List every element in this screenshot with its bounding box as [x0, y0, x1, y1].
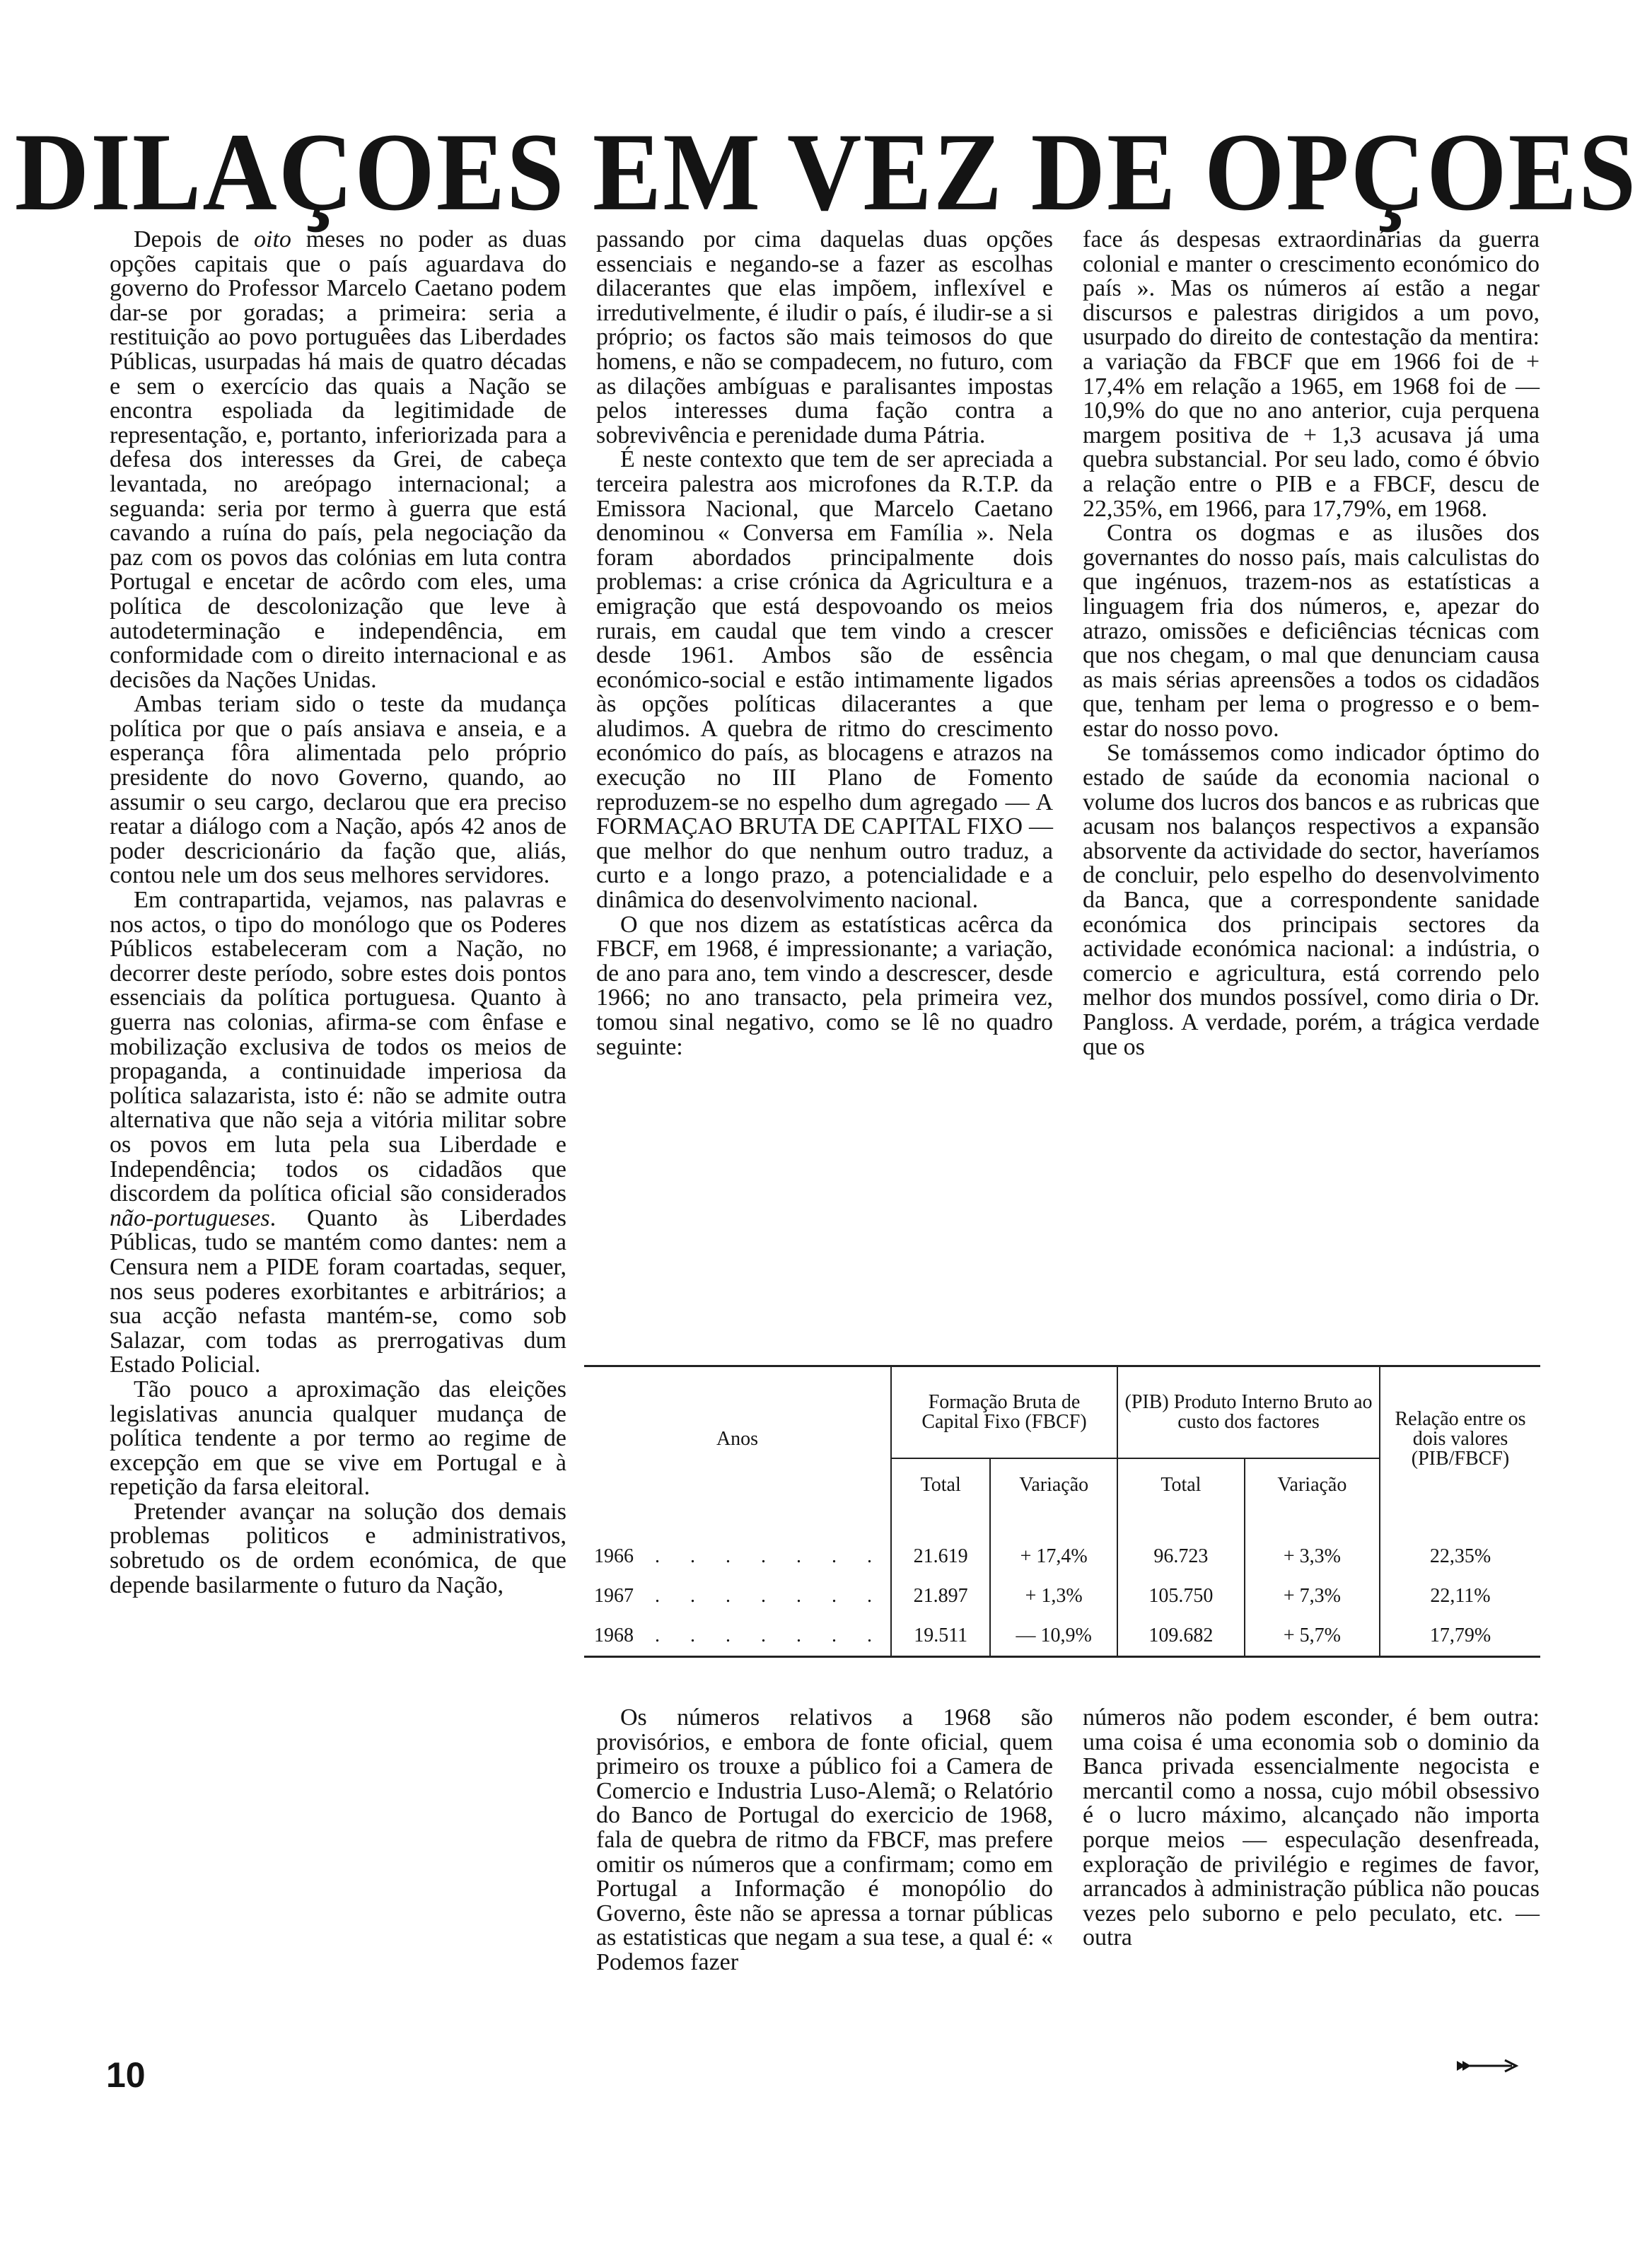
article-paragraph — [596, 913, 1053, 1060]
arrow-right-icon — [1455, 2057, 1519, 2075]
paragraph-text: Se tomássemos como indicador óptimo do estado de saúde da economia nacional o volume dos lucros dos bancos e as rubricas que acusam nos balanços respectivos a expansão absorvente da actividade do sector, haveríamos de concluir, pelo espelho do desenvolvimento da Banca, que a correspondente sanidade económica dos principais sectores da actividade económica nacional: a indústria, o comercio e agricultura, está correndo pelo melhor dos mundos possível, como diria o Dr. Pangloss. A verdade, porém, a trágica verdade que os — [1083, 740, 1540, 1060]
table-row — [584, 1616, 1540, 1657]
article-paragraph — [596, 448, 1053, 912]
article-paragraph — [110, 228, 566, 692]
paragraph-text: passando por cima daquelas duas opções essenciais e negando-se a fazer as escolhas dilacerantes que elas impõem, inflexível e irredutivelmente, é iludir o país, é iludir-se a si próprio; os factos são mais teimosos do que homens, e não se compadecem, no futuro, com as dilações ambíguas e paralisantes impostas pelos interesses duma fação contra a sobrevivência e perenidade duma Pátria. — [596, 226, 1053, 448]
article-paragraph — [1083, 521, 1540, 741]
cell-fbcf-variacao: + 17,4% — [990, 1511, 1117, 1576]
paragraph-text: Depois de — [134, 226, 254, 252]
paragraph-text: Os números relativos a 1968 são provisórios, e embora de fonte oficial, quem primeiro os trouxe a público foi a Camera de Comercio e Industria Luso-Alemã; o Relatório do Banco de Portugal do exercicio de 1968, fala de quebra de ritmo da FBCF, mas prefere omitir os números que a confirmam; como em Portugal a Informação é monopólio do Governo, êste não se apressa a tornar públicas as estatisticas que negam a sua tese, a qual é: « Podemos fazer — [596, 1704, 1053, 1975]
header-pib-total: Total — [1117, 1458, 1245, 1511]
paragraph-text: . Quanto às Liberdades Públicas, tudo se mantém como dantes: nem a Censura nem a PIDE foram coartadas, sequer, nos seus poderes exorbitantes e arbitrários; a sua acção nefasta mantém-se, como sob Salazar, com todas as prerrogativas dum Estado Policial. — [110, 1204, 566, 1378]
article-paragraph — [110, 888, 566, 1378]
paragraph-text: Contra os dogmas e as ilusões dos governantes do nosso país, mais calculistas do que ingénuos, trazem-nos as estatísticas a linguagem fria dos números, e, apezar do atrazo, omissões e deficiências técnicas com que nos chegam, o mal que denunciam causa as mais sérias apreensões a todos os cidadãos que, tenham per lema o progresso e o bem-estar do nosso povo. — [1083, 520, 1540, 742]
header-pib: (PIB) Produto Interno Bruto ao custo dos factores — [1117, 1366, 1380, 1459]
cell-ano: 1968 . . . . . . . — [584, 1616, 891, 1657]
table-row — [584, 1576, 1540, 1616]
header-anos: Anos — [584, 1366, 891, 1512]
cell-pib-variacao: + 7,3% — [1245, 1576, 1380, 1616]
article-paragraph — [596, 1706, 1053, 1975]
header-relacao: Relação entre os dois valores (PIB/FBCF) — [1380, 1366, 1540, 1512]
header-fbcf: Formação Bruta de Capital Fixo (FBCF) — [891, 1366, 1117, 1459]
article-paragraph — [110, 1378, 566, 1500]
cell-fbcf-variacao: — 10,9% — [990, 1616, 1117, 1657]
cell-ano: 1967 . . . . . . . — [594, 1585, 885, 1607]
cell-fbcf-total: 21.619 — [891, 1511, 990, 1576]
header-fbcf-total: Total — [891, 1458, 990, 1511]
article-paragraph — [1083, 228, 1540, 521]
cell-relacao: 22,11% — [1380, 1576, 1540, 1616]
paragraph-text: meses no poder as duas opções capitais que o país aguardava do governo do Professor Marcelo Caetano podem dar-se por goradas; a primeira: seria a restituição ao povo portuguêes das Liberdades Públicas, usurpadas há mais de quatro décadas e sem o exercício das quais a Nação se encontra espoliada da legitimidade de representação, e, portanto, inferiorizada para a defesa dos interesses da Grei, de cabeça levantada, no areópago internacional; a seguanda: seria por termo à guerra que está cavando a ruína do país, pela negociação da paz com os povos das colónias em luta contra Portugal e encetar de acôrdo com eles, uma política de descolonização que leve à autodeterminação e independência, em conformidade com o direito internacional e as decisões da Nações Unidas. — [110, 226, 566, 693]
paragraph-text: Em contrapartida, vejamos, nas palavras e nos actos, o tipo do monólogo que os Poderes Públicos estabeleceram com a Nação, no decorrer deste período, sobre estes dois pontos essenciais da política portuguesa. Quanto à guerra nas colonias, afirma-se com ênfase e mobilização exclusiva de todos os meios de propaganda, a continuidade imperiosa da política salazarista, isto é: não se admite outra alternativa que não seja a vitória militar sobre os povos em luta pela sua Liberdade e Independência; todos os cidadãos que discordem da política oficial são considerados — [110, 887, 566, 1207]
paragraph-text: Tão pouco a aproximação das eleições legislativas anuncia qualquer mudança de política tendente a por termo ao regime de excepção em que se vive em Portugal e à repetição da farsa eleitoral. — [110, 1376, 566, 1501]
paragraph-text: Pretender avançar na solução dos demais problemas politicos e administrativos, sobretudo os de ordem económica, de que depende basilarmente o futuro da Nação, — [110, 1498, 566, 1598]
article-paragraph — [110, 1500, 566, 1598]
header-pib-variacao: Variação — [1245, 1458, 1380, 1511]
cell-fbcf-total: 21.897 — [891, 1576, 990, 1616]
cell-relacao: 22,35% — [1380, 1511, 1540, 1576]
cell-fbcf-variacao: + 1,3% — [990, 1576, 1117, 1616]
text-column-1 — [110, 226, 566, 1598]
cell-pib-total: 105.750 — [1117, 1576, 1245, 1616]
text-column-3 — [1083, 228, 1540, 1345]
cell-pib-variacao: + 3,3% — [1245, 1511, 1380, 1576]
article-title: DILAÇOES EM VEZ DE OPÇOES — [14, 110, 1638, 234]
text-column-3-bottom — [1083, 1706, 1540, 2102]
cell-pib-variacao: + 5,7% — [1245, 1616, 1380, 1657]
text-column-2-bottom — [596, 1706, 1053, 2102]
article-paragraph — [1083, 741, 1540, 1059]
cell-ano: 1966 . . . . . . . — [594, 1545, 885, 1567]
cell-relacao: 17,79% — [1380, 1616, 1540, 1657]
cell-pib-total: 96.723 — [1117, 1511, 1245, 1576]
fbcf-pib-table — [584, 1365, 1540, 1658]
article-paragraph — [596, 228, 1053, 448]
table-row — [584, 1511, 1540, 1576]
cell-fbcf-total: 19.511 — [891, 1616, 990, 1657]
cell-pib-total: 109.682 — [1117, 1616, 1245, 1657]
text-column-2 — [596, 228, 1053, 1345]
article-paragraph — [110, 692, 566, 888]
article-columns-bottom — [110, 1706, 1540, 2102]
paragraph-text: É neste contexto que tem de ser apreciada a terceira palestra aos microfones da R.T.P. da Emissora Nacional, que Marcelo Caetano denominou « Conversa em Família ». Nela foram abordados principalmente dois problemas: a crise crónica da Agricultura e a emigração que está despovoando os meios rurais, em caudal que tem vindo a crescer desde 1961. Ambos são de essência económico-social e estão intimamente ligados às opções políticas dilacerantes a que aludimos. A quebra de ritmo do crescimento económico do país, as blocagens e atrazos na execução no III Plano de Fomento reproduzem-se no espelho dum agregado — A FORMAÇAO BRUTA DE CAPITAL FIXO — que melhor do que nenhum outro traduz, a curto e a longo prazo, a potencialidade e a dinâmica do desenvolvimento nacional. — [596, 446, 1053, 914]
header-fbcf-variacao: Variação — [990, 1458, 1117, 1511]
article-paragraph — [1083, 1706, 1540, 1951]
paragraph-text: face ás despesas extraordinárias da guerra colonial e manter o crescimento económico do país ». Mas os números aí estão a negar discursos e palestras dirigidos a um povo, usurpado do direito de contestação da mentira: a variação da FBCF que em 1966 foi de + 17,4% em relação a 1965, em 1968 foi de — 10,9% do que no ano anterior, cuja perquena margem positiva de + 1,3 acusava já uma quebra substancial. Por seu lado, como é óbvio a relação entre o PIB e a FBCF, descu de 22,35%, em 1966, para 17,79%, em 1968. — [1083, 226, 1540, 522]
paragraph-text: O que nos dizem as estatísticas acêrca da FBCF, em 1968, é impressionante; a variação, de ano para ano, tem vindo a descrescer, desde 1966; no ano transacto, pela primeira vez, tomou sinal negativo, como se lê no quadro seguinte: — [596, 911, 1053, 1060]
paragraph-text: Ambas teriam sido o teste da mudança política por que o país ansiava e anseia, e a esperança fôra alimentada pelo próprio presidente do novo Governo, quando, ao assumir o seu cargo, declarou que era preciso reatar a diálogo com a Nação, após 42 anos de poder descricionário da fação que, aliás, contou nele um dos seus melhores servidores. — [110, 691, 566, 889]
emphasis-text: oito — [254, 226, 291, 252]
emphasis-text: não-portugueses — [110, 1204, 270, 1231]
paragraph-text: números não podem esconder, é bem outra: uma coisa é uma economia sob o dominio da Banca privada essencialmente negocista e mercantil como a nossa, cujo móbil obsessivo é o lucro máximo, alcançado não importa porque meios — especulação desenfreada, exploração de privilégio e regimes de favor, arrancados à administração pública não poucas vezes pelo suborno e pelo peculato, etc. — outra — [1083, 1704, 1540, 1951]
page-number: 10 — [106, 2055, 146, 2095]
